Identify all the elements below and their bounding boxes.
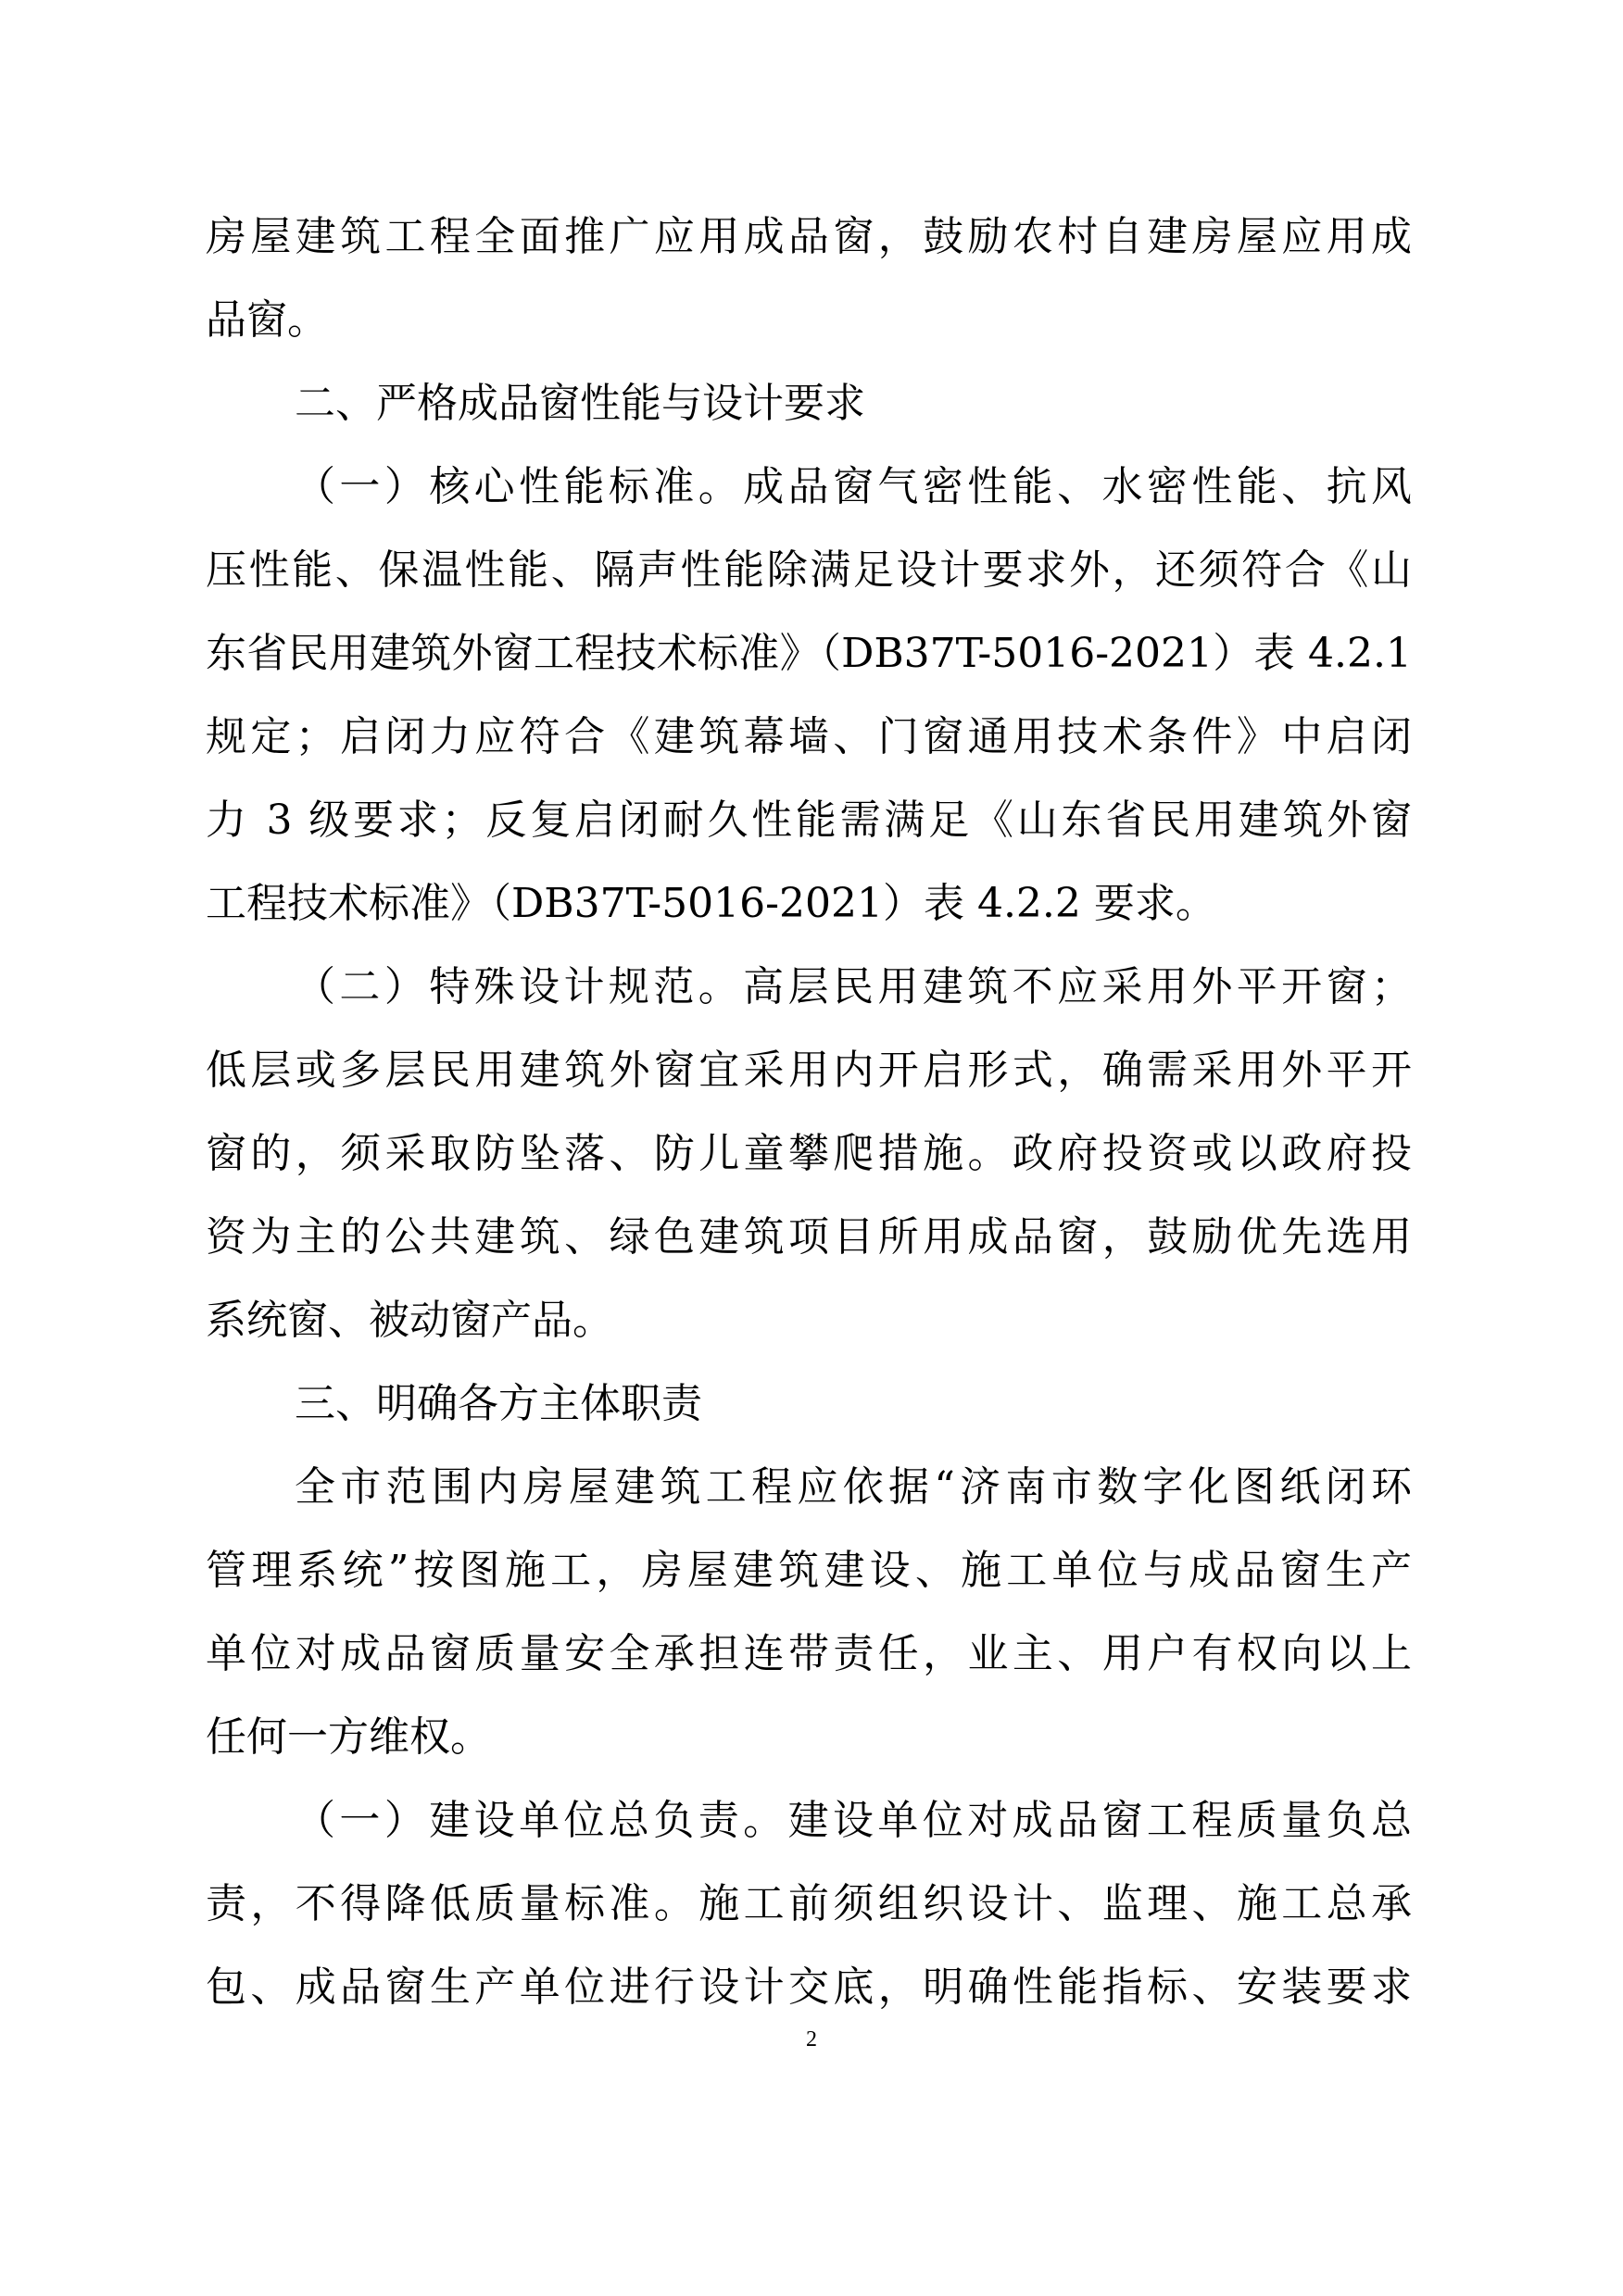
paragraph-line: 窗的，须采取防坠落、防儿童攀爬措施。政府投资或以政府投 bbox=[206, 1130, 1412, 1177]
section-heading-3: 三、明确各方主体职责 bbox=[295, 1380, 702, 1427]
paragraph-line: 管理系统”按图施工，房屋建筑建设、施工单位与成品窗生产 bbox=[206, 1547, 1412, 1594]
paragraph-line: 系统窗、被动窗产品。 bbox=[206, 1297, 613, 1344]
paragraph-line: 压性能、保温性能、隔声性能除满足设计要求外，还须符合《山 bbox=[206, 546, 1412, 594]
paragraph-line: （一）建设单位总负责。建设单位对成品窗工程质量负总 bbox=[295, 1797, 1412, 1844]
page-number: 2 bbox=[806, 2027, 817, 2051]
paragraph-line: 低层或多层民用建筑外窗宜采用内开启形式，确需采用外平开 bbox=[206, 1047, 1412, 1094]
paragraph-line: 包、成品窗生产单位进行设计交底，明确性能指标、安装要求 bbox=[206, 1964, 1412, 2011]
paragraph-line: 全市范围内房屋建筑工程应依据“济南市数字化图纸闭环 bbox=[295, 1463, 1412, 1511]
paragraph-line: （一）核心性能标准。成品窗气密性能、水密性能、抗风 bbox=[295, 463, 1412, 510]
paragraph-line: 工程技术标准》（DB37T-5016-2021）表 4.2.2 要求。 bbox=[206, 880, 1216, 927]
paragraph-line: 责，不得降低质量标准。施工前须组织设计、监理、施工总承 bbox=[206, 1880, 1412, 1927]
paragraph-line: 力 3 级要求；反复启闭耐久性能需满足《山东省民用建筑外窗 bbox=[206, 797, 1412, 844]
paragraph-line: 东省民用建筑外窗工程技术标准》（DB37T-5016-2021）表 4.2.1 bbox=[206, 630, 1412, 677]
paragraph-line: 品窗。 bbox=[206, 296, 328, 344]
paragraph-line: 任何一方维权。 bbox=[206, 1713, 491, 1761]
paragraph-line: （二）特殊设计规范。高层民用建筑不应采用外平开窗； bbox=[295, 963, 1412, 1010]
paragraph-line: 单位对成品窗质量安全承担连带责任，业主、用户有权向以上 bbox=[206, 1630, 1412, 1677]
paragraph-line: 房屋建筑工程全面推广应用成品窗，鼓励农村自建房屋应用成 bbox=[206, 213, 1412, 260]
paragraph-line: 资为主的公共建筑、绿色建筑项目所用成品窗，鼓励优先选用 bbox=[206, 1213, 1412, 1261]
section-heading-2: 二、严格成品窗性能与设计要求 bbox=[295, 380, 865, 427]
paragraph-line: 规定；启闭力应符合《建筑幕墙、门窗通用技术条件》中启闭 bbox=[206, 713, 1412, 760]
